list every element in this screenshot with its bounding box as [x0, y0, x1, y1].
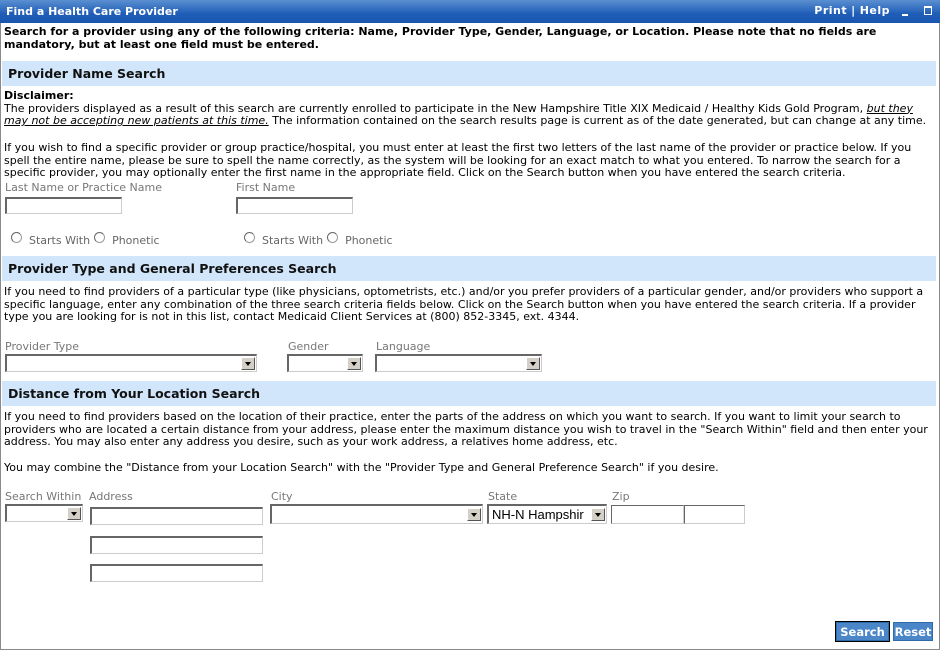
- gender-select[interactable]: [287, 354, 363, 372]
- starts-with-label: Starts With: [262, 234, 324, 247]
- print-link[interactable]: Print: [814, 4, 848, 17]
- last-name-phonetic-radio[interactable]: [94, 232, 105, 243]
- last-name-label: Last Name or Practice Name: [5, 181, 162, 194]
- section-provider-name: [2, 61, 936, 86]
- language-label: Language: [376, 340, 431, 353]
- search-button[interactable]: Search: [836, 622, 889, 641]
- chevron-down-icon[interactable]: [467, 508, 481, 521]
- first-name-label: First Name: [236, 181, 296, 194]
- state-value: NH-N Hampshir: [492, 507, 584, 522]
- disclaimer: [4, 90, 934, 128]
- gender-label: Gender: [288, 340, 329, 353]
- first-name-starts-with-radio[interactable]: [244, 232, 255, 243]
- state-select[interactable]: [487, 504, 607, 524]
- provider-type-label: Provider Type: [5, 340, 80, 353]
- disclaimer-label: Disclaimer:: [4, 89, 74, 102]
- combine-note: You may combine the "Distance from your Location Search" with the "Provider Type and General Preference Search" if you desire.: [4, 461, 719, 474]
- section-heading: Distance from Your Location Search: [8, 386, 261, 401]
- first-name-phonetic-radio[interactable]: [327, 232, 338, 243]
- minimize-icon[interactable]: [902, 14, 908, 16]
- chevron-down-icon[interactable]: [591, 508, 605, 521]
- city-select[interactable]: [270, 504, 483, 524]
- section-provider-type: [2, 256, 936, 281]
- address-line-3-input[interactable]: [90, 564, 263, 582]
- language-select[interactable]: [375, 354, 542, 372]
- city-label: City: [271, 490, 293, 503]
- window-title: Find a Health Care Provider: [6, 5, 178, 18]
- separator: |: [851, 4, 856, 17]
- chevron-down-icon[interactable]: [241, 357, 255, 370]
- reset-button[interactable]: Reset: [893, 622, 933, 641]
- search-within-select[interactable]: [5, 504, 83, 522]
- last-name-starts-with-radio[interactable]: [11, 232, 22, 243]
- address-label: Address: [89, 490, 133, 503]
- zip-input[interactable]: [611, 505, 684, 524]
- maximize-icon[interactable]: [924, 6, 932, 15]
- disclaimer-emphasis: but they may not be accepting new patients at this time.: [4, 101, 913, 127]
- first-name-match-options: [244, 234, 393, 247]
- type-instructions: If you need to find providers of a particular type (like physicians, optometrists, etc.) and/or you prefer providers of a particular gender, and/or providers who support a specific language, enter any combination of the three search criteria fields below. Click on the Search button when you have entered the search criteria. If a provider type you are looking for is not in this list, contact Medicaid Client Services at (800) 852-3345, ext. 4344.: [4, 285, 924, 323]
- section-distance: [2, 381, 936, 406]
- provider-type-select[interactable]: [5, 354, 257, 372]
- first-name-input[interactable]: [236, 197, 353, 214]
- phonetic-label: Phonetic: [112, 234, 160, 247]
- chevron-down-icon[interactable]: [347, 357, 361, 370]
- chevron-down-icon[interactable]: [67, 507, 81, 520]
- help-link[interactable]: Help: [859, 4, 890, 17]
- title-bar: [0, 0, 940, 23]
- disclaimer-text: The providers displayed as a result of this search are currently enrolled to participate in the New Hampshire Title XIX Medicaid / Healthy Kids Gold Program,: [4, 101, 867, 115]
- address-line-2-input[interactable]: [90, 536, 263, 554]
- disclaimer-text-2: The information contained on the search results page is current as of the date generated, but can change at any time.: [268, 114, 927, 127]
- section-heading: Provider Name Search: [8, 66, 166, 81]
- chevron-down-icon[interactable]: [526, 357, 540, 370]
- section-heading: Provider Type and General Preferences Search: [8, 261, 337, 276]
- search-within-label: Search Within: [5, 490, 82, 503]
- zip-label: Zip: [612, 490, 630, 503]
- location-instructions: If you need to find providers based on the location of their practice, enter the parts of the address on which you want to search. If you want to limit your search to providers who are located a certain distance from your address, please enter the maximum distance you wish to travel in the "Search Within" field and then enter your address. You may also enter any address you desire, such as your work address, a relatives home address, etc.: [4, 410, 928, 448]
- intro-text: Search for a provider using any of the following criteria: Name, Provider Type, Gender, Language, or Location. Please note that no fields are mandatory, but at least one field must be entered.: [4, 25, 877, 51]
- address-line-1-input[interactable]: [90, 507, 263, 525]
- last-name-input[interactable]: [5, 197, 122, 214]
- name-instructions: If you wish to find a specific provider or group practice/hospital, you must enter at least the first two letters of the last name of the provider or practice below. If you spell the entire name, please be sure to spell the name correctly, as the system will be looking for an exact match to what you entered. To narrow the search for a specific provider, you may optionally enter the first name in the appropriate field. Click on the Search button when you have entered the search criteria.: [4, 141, 912, 179]
- starts-with-label: Starts With: [29, 234, 91, 247]
- last-name-match-options: [11, 234, 160, 247]
- state-label: State: [488, 490, 518, 503]
- zip-extension-input[interactable]: [684, 505, 745, 524]
- phonetic-label: Phonetic: [345, 234, 393, 247]
